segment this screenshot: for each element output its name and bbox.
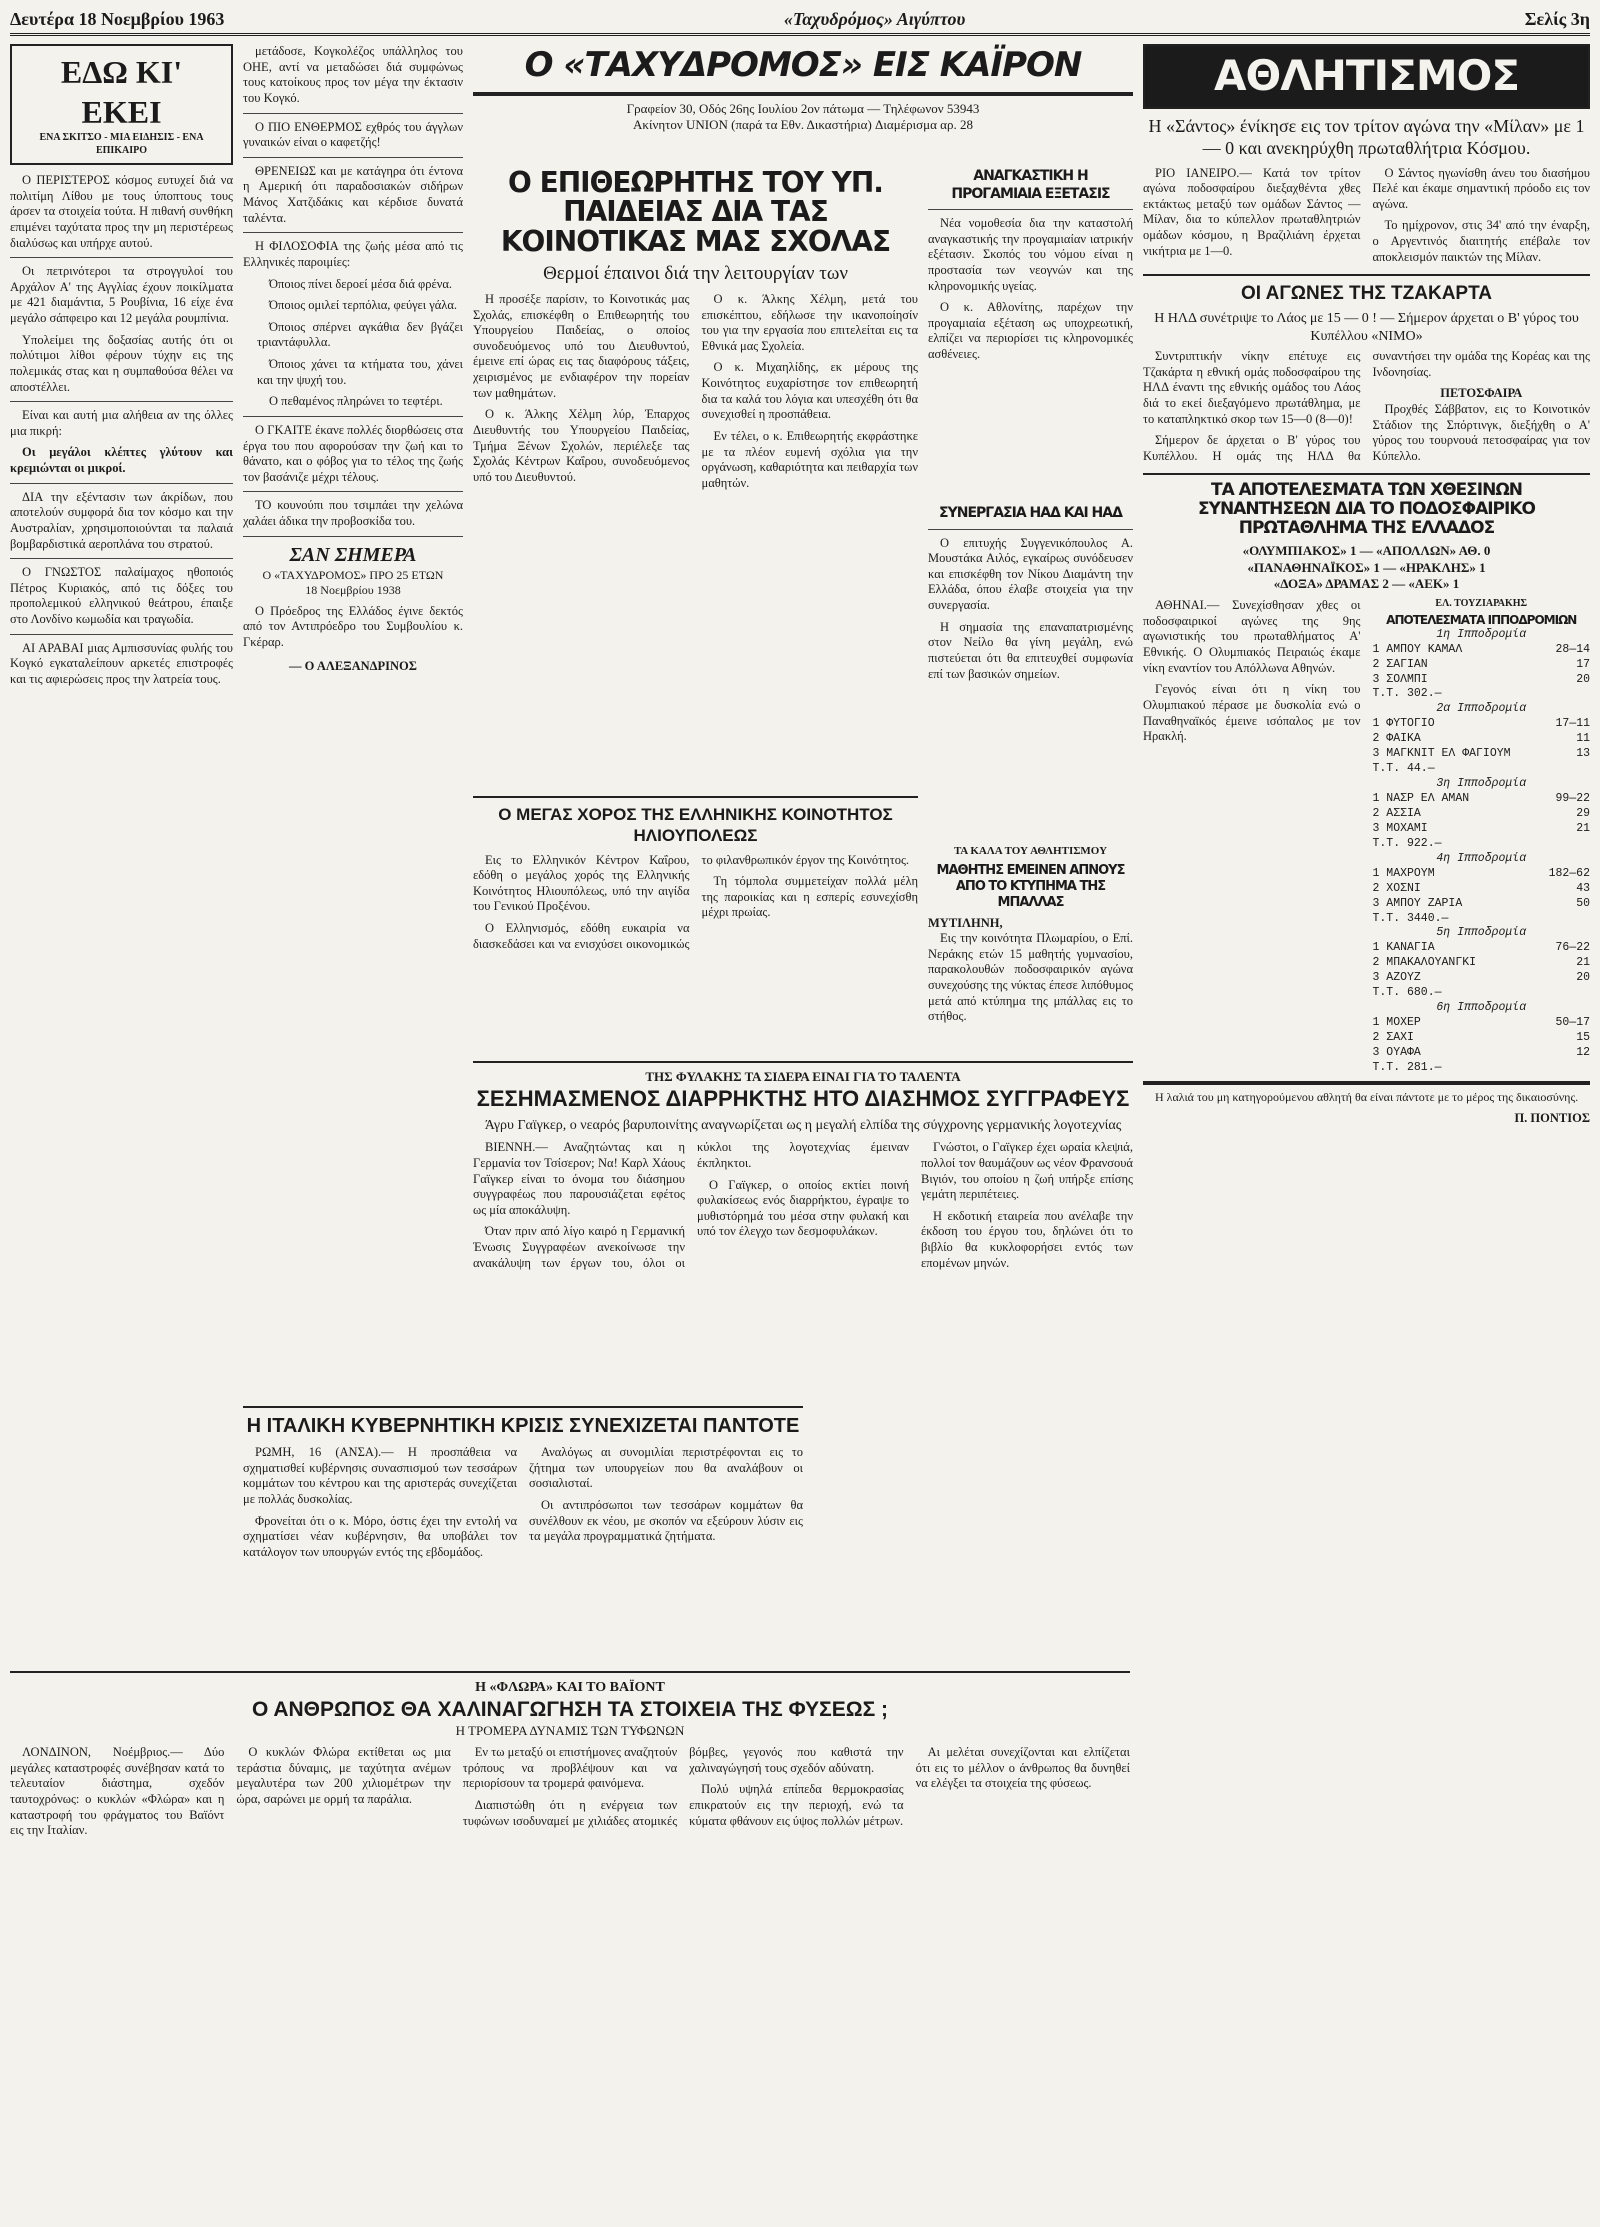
sports-section [1143, 44, 1590, 2219]
article-paragraph: Η ΦΙΛΟΣΟΦΙΑ της ζωής μέσα από τις Ελληνικές παροιμίες: [243, 239, 463, 269]
headline: Ο ΕΠΙΘΕΩΡΗΤΗΣ ΤΟΥ ΥΠ. ΠΑΙΔΕΙΑΣ ΔΙΑ ΤΑΣ ΚΟΙΝΟΤΙΚΑΣ ΜΑΣ ΣΧΟΛΑΣ [500, 168, 891, 258]
page-header [10, 6, 1590, 36]
horse-name: 1 ΚΑΝΑΓΙΑ [1372, 941, 1435, 955]
payout: 50 [1576, 896, 1590, 910]
races-table [1373, 628, 1591, 1076]
article-paragraph: Ο ΠΕΡΙΣΤΕΡΟΣ κόσμος ευτυχεί διά να πολιτίμη Λίθου με τους ύποπτους τους άρσεν τα στοιχεία τούτα. Η πιθανή συνθήκη επιμένει ταχύτατα προς την μη περιστέρεως διαλύσως και υπήρχε αυτού. [10, 173, 233, 250]
article-paragraph: Αναλόγως αι συνομιλίαι περιστρέφονται εις το ζήτημα των υπουργείων που θα αναλάβουν οι σοσιαλισταί. [529, 1445, 803, 1491]
race-row [1373, 792, 1591, 807]
heliopolis-article [473, 790, 918, 1045]
race-row [1373, 717, 1591, 732]
cairo-title: Ο «ΤΑΧΥΔΡΟΜΟΣ» ΕΙΣ ΚΑΪΡΟΝ [524, 45, 1082, 85]
race-row [1373, 643, 1591, 658]
horse-name: Τ.Τ. 922.— [1372, 836, 1442, 850]
horse-name: 2 ΦΑΙΚΑ [1372, 732, 1421, 746]
horse-name: 3 ΣΟΛΜΠΙ [1372, 672, 1428, 686]
horse-name: Τ.Τ. 3440.— [1372, 911, 1449, 925]
article-paragraph: Εις την κοινότητα Πλωμαρίου, ο Επί. Νεράκης ετών 15 μαθητής γυμνασίου, παρακολουθών ποδοσφαιρικόν αγώνα συνεχούσης της νύκτας έπεσε λιπόθυμος μετά από κτύπημα της μπάλλας εις το στήθος. [928, 931, 1133, 1024]
footer-note: Η λαλιά του μη κατηγορούμενου αθλητή θα είναι πάντοτε με το μέρος της δικαιοσύνης. [1155, 1089, 1579, 1104]
student-article [928, 845, 1133, 1035]
race-row [1373, 762, 1591, 777]
race-heading: 5η Ιπποδρομία [1436, 926, 1527, 940]
article-paragraph: ΤΟ κουνούπι που τσιμπάει την χελώνα χαλάει άδικα την προβοσκίδα του. [243, 498, 463, 528]
race-row [1373, 941, 1591, 956]
article-paragraph: Ο κ. Αθλονίτης, παρέχων την προγαμιαία εξέταση ως υποχρεωτική, ελπίζει να περιορίσει τις κληρονομικές ασθένειες. [928, 300, 1133, 361]
article-paragraph: Ο επιτυχής Συγγενικόπουλος Α. Μουστάκα Αιλός, εγκαίρως συνόδευσεν και επισκέφθη τον Νίκου Διαμάντη την Ελλάδα, όπου έλαβε στοιχεία για την συνεργασία. [928, 535, 1133, 612]
article-paragraph: Τη τόμπολα συμμετείχαν πολλά μέλη της παροικίας και η εσπερίς εσυνεχίσθη μέχρι πρωίας. [701, 874, 918, 920]
race-row [1373, 807, 1591, 822]
article-paragraph: Ο ΓΚΑΙΤΕ έκανε πολλές διορθώσεις στα έργα του που αφορούσαν την ζωή και το θάνατο, και ο φόβος για το τέλος της ζωής τον βασάνιζε μέχρι τέλους. [243, 422, 463, 484]
horse-name: 2 ΑΣΣΙΑ [1372, 806, 1421, 820]
issue-date: Δευτέρα 18 Νοεμβρίου 1963 [10, 9, 225, 29]
saying: Όποιος χάνει τα κτήματα του, χάνει και την ψυχή του. [257, 357, 463, 387]
horse-name: 3 ΜΟΧΑΜΙ [1372, 821, 1428, 835]
horse-name: 2 ΧΟΣΝΙ [1372, 881, 1421, 895]
article-paragraph: Φρονείται ότι ο κ. Μόρο, όστις έχει την εντολή να σχηματίσει νέαν κυβέρνησιν, θα υποβάλει τον κατάλογον των υπουργών εντός της εβδομάδος. [243, 1513, 517, 1559]
payout: 21 [1576, 821, 1590, 835]
cairo-address: Γραφείον 30, Οδός 26ης Ιουλίου 2ον πάτωμα — Τηλέφωνον 53943 [626, 100, 980, 116]
article-paragraph: ΡΩΜΗ, 16 (ΑΝΣΑ).— Η προσπάθεια να σχηματισθεί κυβέρνησις συνασπισμού των τεσσάρων κομμάτων του κέντρου και της αριστεράς συνεχίζεται με πολλάς δυσκολίας. [243, 1445, 517, 1506]
horse-name: 3 ΑΜΠΟΥ ΖΑΡΙΑ [1372, 896, 1463, 910]
horse-name: 1 ΑΜΠΟΥ ΚΑΜΑΛ [1372, 642, 1463, 656]
race-row [1373, 673, 1591, 688]
kicker: ΤΑ ΚΑΛΑ ΤΟΥ ΑΘΛΗΤΙΣΜΟΥ [953, 845, 1108, 857]
article-paragraph: Είναι και αυτή μια αλήθεια αν της όλλες μια πικρή: [10, 408, 233, 438]
payout: 20 [1576, 971, 1590, 985]
article-paragraph: Γεγονός είναι ότι η νίκη του Ολυμπιακού πέρασε με δυσκολία ενώ ο Παναθηναϊκός έμεινε ισόπαλος με τον Ηρακλή. [1143, 682, 1361, 744]
article-paragraph: Συντριπτικήν νίκην επέτυχε εις Τζακάρτα η εθνική ομάς ποδοσφαίρου της ΗΛΔ έναντι της εθνικής ομάδος του Λάος διά το εκεί διεξαγόμενο πρωτάθλημα, με το καταπληκτικό σκορ των 15—0 (8—0)! [1143, 349, 1361, 426]
article-paragraph: Ο Πρόεδρος της Ελλάδος έγινε δεκτός από τον Αντιπρόεδρο του Συμβουλίου κ. Γκέραρ. [243, 603, 463, 649]
horse-name: Τ.Τ. 44.— [1372, 762, 1435, 776]
horse-name: 3 ΜΑΓΚΝΙΤ ΕΛ ΦΑΓΙΟΥΜ [1372, 747, 1511, 761]
page-number: Σελίς 3η [1524, 9, 1590, 29]
signature: — Ο ΑΛΕΞΑΝΔΡΙΝΟΣ [289, 658, 417, 673]
article-paragraph: ΛΟΝΔΙΝΟΝ, Νοέμβριος.— Δύο μεγάλες καταστροφές συνέβησαν κατά το τελευταίον διάστημα, σχεδόν ταυτοχρόνως: ο κυκλών «Φλώρα» και η καταστροφή του φράγματος του Βαϊόντ εις την Ιταλίαν. [10, 1745, 225, 1838]
headline: Ο ΑΝΘΡΩΠΟΣ ΘΑ ΧΑΛΙΝΑΓΩΓΗΣΗ ΤΑ ΣΤΟΙΧΕΙΑ ΤΗΣ ΦΥΣΕΩΣ ; [251, 1697, 889, 1721]
score-line: «ΔΟΞΑ» ΔΡΑΜΑΣ 2 — «ΑΕΚ» 1 [1273, 575, 1460, 591]
today-date: 18 Νοεμβρίου 1938 [305, 582, 401, 597]
footer-signature: Π. ΠΟΝΤΙΟΣ [1514, 1110, 1590, 1125]
hippodrome-results [1373, 598, 1591, 1076]
headline: Η ΙΤΑΛΙΚΗ ΚΥΒΕΡΝΗΤΙΚΗ ΚΡΙΣΙΣ ΣΥΝΕΧΙΖΕΤΑΙ ΠΑΝΤΟΤΕ [246, 1415, 800, 1437]
saying: Όποιος ομιλεί τερπόλια, φεύγει γάλα. [269, 298, 458, 313]
sports-banner [1143, 44, 1590, 109]
horse-name: 1 ΜΑΧΡΟΥΜ [1372, 866, 1435, 880]
race-row [1373, 882, 1591, 897]
volley-title: ΠΕΤΟΣΦΑΙΡΑ [1440, 386, 1523, 401]
inspector-article [473, 168, 918, 778]
article-paragraph: Ο κ. Άλκης Χέλμη, μετά του επισκέπτου, εδήλωσε την ικανοποίησίν του για την εργασία που επιτελείται εις τα Εθνικά μας Σχολεία. [701, 291, 918, 353]
race-row [1373, 956, 1591, 971]
race-row [1373, 687, 1591, 702]
article-paragraph: Ο κ. Μιχαηλίδης, εκ μέρους της Κοινότητος ευχαρίστησε τον επιθεωρητή δια τα καλά του λόγια και υπεσχέθη ότι θα συνεχισθεί η προσπάθεια. [701, 360, 918, 422]
section-subtitle: ΕΝΑ ΣΚΙΤΣΟ - ΜΙΑ ΕΙΔΗΣΙΣ - ΕΝΑ ΕΠΙΚΑΙΡΟ [39, 132, 204, 156]
paper-name: «Ταχυδρόμος» Αιγύπτου [783, 9, 966, 29]
article-paragraph: Ο ΓΝΩΣΤΟΣ παλαίμαχος ηθοποιός Πέτρος Κυριακός, από τις δόξες του προπολεμικού ελληνικού θεάτρου, έπαιξε στο Λονδίνο κωμωδία και τραγωδία. [10, 565, 233, 626]
race-row [1373, 658, 1591, 673]
article-paragraph: Νέα νομοθεσία δια την καταστολή αναγκαστικής την προγαμιαίαν ιατρικήν εξέτασιν. Σκοπός του νόμου είναι η προστασία των νεογνών και της κληρονομικής υγείας. [928, 216, 1133, 293]
article-paragraph: ΒΙΕΝΝΗ.— Αναζητώντας και η Γερμανία τον Τσίσερον; Να! Καρλ Χάους Γαϊγκερ είναι το όνομα του διάσημου συγγραφέως που παρουσιάζεται εφέτος ως μία αποκάλυψη. [473, 1140, 685, 1217]
payout: 20 [1576, 672, 1590, 686]
article-paragraph: ΔΙΑ την εξέντασιν των άκρίδων, που αποτελούν συμφορά δια τον κόσμο και την Αυστραλίαν, χρησιμοποιούνται τα παλαιά βομβαρδιστικά αεροπλάνα του στρατού. [10, 489, 233, 551]
race-heading: 2α Ιπποδρομία [1436, 702, 1527, 716]
race-heading: 6η Ιπποδρομία [1436, 1001, 1527, 1015]
article-paragraph: Υπολείμει της δοξασίας αυτής ότι οι πολύτιμοι λίθοι φέρουν τύχην εις της πολεμικάς στας και η συμπαθούσα θέλει να αποστέλλει. [10, 332, 233, 394]
race-row [1373, 1031, 1591, 1046]
article-paragraph: Αι μελέται συνεχίζονται και ελπίζεται ότι εις το μέλλον ο άνθρωπος θα δυνηθεί να ελέγξει τα στοιχεία της φύσεως. [915, 1745, 1130, 1791]
italy-article [243, 1400, 803, 1655]
horse-name: 1 ΝΑΣΡ ΕΛ ΑΜΑΝ [1372, 792, 1470, 805]
payout: 29 [1576, 806, 1590, 820]
article-paragraph: Γνώστοι, ο Γαϊγκερ έχει ωραία κλεψιά, πολλοί τον θαυμάζουν ως νέον Φρανσουά Βιγιόν, του οποίου η ζωή υπήρξε επίσης γεμάτη περιπέτειες. [921, 1140, 1133, 1202]
race-row [1373, 1046, 1591, 1061]
race-row [1373, 732, 1591, 747]
saying: Όποιος πίνει δεροεί μέσα διά φρένα. [269, 276, 453, 291]
payout: 17 [1576, 657, 1590, 671]
article-paragraph: ΘΡΕΝΕΙΩΣ και με κατάγηρα ότι έντονα η Αμερική ότι παραδοσιακών σιδήρων Μάνος Χατζιδάκις και κέρδισε δυνατά ταλέντα. [243, 163, 463, 225]
subheadline: Θερμοί έπαινοι διά την λειτουργίαν των [543, 263, 848, 285]
results-headline: ΤΑ ΑΠΟΤΕΛΕΣΜΑΤΑ ΤΩΝ ΧΘΕΣΙΝΩΝ ΣΥΝΑΝΤΗΣΕΩΝ ΔΙΑ ΤΟ ΠΟΔΟΣΦΑΙΡΙΚΟ ΠΡΩΤΑΘΛΗΜΑ ΤΗΣ ΕΛΛΑΔΟΣ [1198, 480, 1535, 538]
race-heading: 4η Ιπποδρομία [1436, 851, 1527, 865]
writer-article [473, 1055, 1133, 1400]
article-paragraph: μετάδοσε, Κογκολέζος υπάλληλος του ΟΗΕ, αντί να μεταδώσει διά συμφώνως τους κατοίκους προς τον μέγα την έκτασιν του Κογκό. [243, 44, 463, 105]
today-title: ΣΑΝ ΣΗΜΕΡΑ [289, 543, 417, 566]
headline: ΣΥΝΕΡΓΑΣΙΑ ΗΑΔ ΚΑΙ ΗΑΔ [939, 505, 1122, 521]
sayings-list [243, 277, 463, 410]
score-line: «ΟΛΥΜΠΙΑΚΟΣ» 1 — «ΑΠΟΛΛΩΝ» ΑΘ. 0 [1242, 543, 1491, 559]
race-heading: 1η Ιπποδρομία [1436, 627, 1527, 641]
payout: 21 [1576, 956, 1590, 970]
article-paragraph: Όταν πριν από λίγο καιρό η Γερμανική Ένωσις Συγγραφέων ανεκοίνωσε την ανακάλυψη των έργων του, όλοι οι κύκλοι της λογοτεχνίας έμειναν έκπληκτοι. [473, 1140, 909, 1270]
payout: 99—22 [1555, 792, 1590, 805]
payout: 43 [1576, 881, 1590, 895]
article-paragraph: Οι αντιπρόσωποι των τεσσάρων κομμάτων θα συνέλθουν εκ νέου, με σκοπόν να εξεύρουν λύσιν εις τα μεγάλα προγραμματικά ζητήματα. [529, 1497, 803, 1544]
horse-name: Τ.Τ. 281.— [1372, 1060, 1442, 1074]
race-row [1373, 986, 1591, 1001]
payout: 17—11 [1555, 717, 1590, 731]
horse-name: 2 ΣΑΓΙΑΝ [1372, 657, 1428, 671]
article-paragraph: Εις το Ελληνικόν Κέντρον Καΐρου, εδόθη ο μεγάλος χορός της Ελληνικής Κοινότητος Ηλιουπόλεως, υπό την αιγίδα του Γενικού Προξένου. [473, 852, 690, 914]
saying: Ο πεθαμένος πληρώνει το τεφτέρι. [269, 394, 443, 409]
horse-name: 3 ΟΥΑΦΑ [1372, 1045, 1421, 1059]
race-row [1373, 1061, 1591, 1076]
column-here-and-there [10, 44, 233, 1389]
race-row [1373, 971, 1591, 986]
sports-title: ΑΘΛΗΤΙΣΜΟΣ [1213, 51, 1520, 100]
article-paragraph: Ο κυκλών Φλώρα εκτίθεται ως μια τεράστια δύναμις, με ταχύτητα ανέμων μεγαλυτέρα των 200 χιλιομέτρων την ώρα, σαρώνει με ορμή τα παράλια. [236, 1745, 451, 1806]
horse-name: Τ.Τ. 680.— [1372, 986, 1442, 1000]
article-paragraph: ΑΙ ΑΡΑΒΑΙ μιας Αμπισσυνίας φυλής του Κογκό εγκαταλείπουν αρκετές επιστροφές και τις αφιερώσεις προς την λατρεία τους. [10, 640, 233, 686]
cairo-address-2: Ακίνητον UNION (παρά τα Εθν. Δικαστήρια) Διαμέρισμα αρ. 28 [633, 116, 973, 132]
cairo-banner [473, 44, 1133, 159]
horse-name: 2 ΣΑΧΙ [1372, 1031, 1414, 1044]
horse-name: Τ.Τ. 302.— [1372, 687, 1442, 701]
tzakarta-lead: Η ΗΛΔ συνέτριψε το Λάος με 15 — 0 ! — Σήμερον άρχεται ο Β' γύρος του Κυπέλλου «ΝΙΜΟ» [1154, 311, 1579, 344]
headline: ΜΑΘΗΤΗΣ ΕΜΕΙΝΕΝ ΑΠΝΟΥΣ ΑΠΟ ΤΟ ΚΤΥΠΗΜΑ ΤΗΣ ΜΠΑΛΛΑΣ [936, 862, 1125, 911]
race-row [1373, 822, 1591, 837]
kicker: Η «ΦΛΩΡΑ» ΚΑΙ ΤΟ ΒΑΪΟΝΤ [475, 1680, 665, 1695]
here-there-header [10, 44, 233, 165]
article-paragraph: ΡΙΟ ΙΑΝΕΙΡΟ.— Κατά τον τρίτον αγώνα ποδοσφαίρου διεξαχθέντα χθες εκτάκτως μεταξύ των ομάδων Σάντος — Μίλαν, δια το κύπελλον πρωταθλητριών ομάδων κόσμου, η Βραζιλιάνη έρχεται νικήτρια με 1—0. [1143, 165, 1361, 258]
tzakarta-headline: ΟΙ ΑΓΩΝΕΣ ΤΗΣ ΤΖΑΚΑΡΤΑ [1240, 283, 1493, 305]
hippodrome-title: ΑΠΟΤΕΛΕΣΜΑΤΑ ΙΠΠΟΔΡΟΜΙΩΝ [1386, 612, 1577, 627]
cooperation-article [928, 505, 1133, 835]
article-paragraph: Εν τω μεταξύ οι επιστήμονες αναζητούν τρόπους να προβλέψουν και να περιορίσουν τα τρομερά φαινόμενα. [462, 1745, 678, 1791]
payout: 15 [1576, 1031, 1590, 1044]
race-row [1373, 837, 1591, 852]
payout: 50—17 [1555, 1016, 1590, 1030]
article-paragraph: Εν τέλει, ο κ. Επιθεωρητής εκφράστηκε με τα πλέον ευμενή σχόλια για την οργάνωση, καθαριότητα και πειθαρχία των μαθητών. [701, 428, 918, 490]
score-line: «ΠΑΝΑΘΗΝΑΪΚΟΣ» 1 — «ΗΡΑΚΛΗΣ» 1 [1247, 559, 1486, 575]
subheadline: Η ΤΡΟΜΕΡΑ ΔΥΝΑΜΙΣ ΤΩΝ ΤΥΦΩΝΩΝ [455, 1722, 685, 1738]
headline: Ο ΜΕΓΑΣ ΧΟΡΟΣ ΤΗΣ ΕΛΛΗΝΙΚΗΣ ΚΟΙΝΟΤΗΤΟΣ ΗΛΙΟΥΠΟΛΕΩΣ [498, 805, 893, 846]
payout: 11 [1576, 732, 1590, 746]
byline: ΕΛ. ΤΟΥΖΙΑΡΑΚΗΣ [1435, 598, 1528, 610]
dateline: ΜΥΤΙΛΗΝΗ, [928, 915, 1003, 930]
payout: 28—14 [1555, 642, 1590, 656]
race-row [1373, 867, 1591, 882]
horse-name: 1 ΦΥΤΟΓΙΟ [1372, 717, 1435, 731]
section-title: ΕΔΩ ΚΙ' ΕΚΕΙ [60, 54, 183, 130]
race-row [1373, 912, 1591, 927]
article-paragraph: Η προσέξε παρίσιν, το Κοινοτικάς μας Σχολάς, επισκέφθη ο Επιθεωρητής του Υπουργείου Παιδείας, ο οποίος συνοδευόμενος υπό του Διευθυντού, έμεινε επί ώρας εις τας διαφόρους τάξεις, χειρισμένος με ενδιαφέρον την πορείαν των μαθημάτων. [473, 291, 690, 400]
article-paragraph: Ο κ. Άλκης Χέλμη λύρ, Έπαρχος Διευθυντής του Υπουργείου Παιδείας, Τμήμα Ξένων Σχολών, περιέλεξε τας Σχολάς Κέντρων Καΐρου, συνοδευόμενος υπό του Διευθυντού. [473, 407, 690, 484]
floods-article [10, 1665, 1130, 2220]
article-paragraph: Προχθές Σάββατον, εις το Κοινοτικόν Στάδιον της Σπόρτινγκ, διεξήχθη ο Α' γύρος του τουρνουά πετοσφαίρας για τον Κύπελλο. [1372, 401, 1590, 463]
article-paragraph: Η σημασία της επαναπατρισμένης στον Νείλο θα γίνη μεγάλη, ενώ πιστεύεται ότι θα επιτευχθεί συμφωνία επί των βασικών σημείων. [928, 619, 1133, 681]
article-paragraph: Σήμερον δε άρχεται ο Β' γύρος του Κυπέλλου. Η ομάς της ΗΛΔ θα συναντήσει την ομάδα της Κορέας και της Ινδονησίας. [1143, 349, 1590, 463]
race-row [1373, 747, 1591, 762]
today-subtitle: Ο «ΤΑΧΥΔΡΟΜΟΣ» ΠΡΟ 25 ΕΤΩΝ [262, 567, 444, 582]
kicker: ΤΗΣ ΦΥΛΑΚΗΣ ΤΑ ΣΙΔΕΡΑ ΕΙΝΑΙ ΓΙΑ ΤΟ ΤΑΛΕΝΤΑ [645, 1069, 961, 1084]
article-paragraph: Ο ΠΙΟ ΕΝΘΕΡΜΟΣ εχθρός του άγγλων γυναικών είναι ο καφετζής! [243, 119, 463, 150]
horse-name: 2 ΜΠΑΚΑΛΟΥΑΝΓΚΙ [1372, 956, 1477, 970]
horse-name: 1 ΜΟΧΕΡ [1372, 1016, 1421, 1030]
article-paragraph: Ο Ελληνισμός, εδόθη ευκαιρία να διασκεδάσει και να ενισχύσει οικονομικώς το φιλανθρωπικόν έργον της Κοινότητος. [473, 852, 910, 951]
sports-lead: Η «Σάντος» ένίκησε εις τον τρίτον αγώνα την «Μίλαν» με 1 — 0 και ανεκηρύχθη πρωταθλήτρια Κόσμου. [1148, 115, 1585, 158]
race-row [1373, 897, 1591, 912]
article-paragraph: Ο Σάντος ηγωνίσθη άνευ του διασήμου Πελέ και έκαμε σημαντική πρόοδο εις τον αγώνα. [1372, 165, 1590, 211]
premarital-article [928, 168, 1133, 498]
article-paragraph: Η εκδοτική εταιρεία που ανέλαβε την έκδοση του έργου του, δηλώνει ότι το βιβλίο θα κυκλοφορήσει εντός των επομένων μηνών. [921, 1208, 1133, 1270]
saying: Όποιος σπέρνει αγκάθια δεν βγάζει τριαντάφυλλα. [257, 319, 463, 350]
horse-name: 3 ΑΖΟΥΖ [1372, 971, 1421, 985]
article-paragraph: Ο Γαϊγκερ, ο οποίος εκτίει ποινή φυλακίσεως ενός διαρρήκτου, έγραψε το μυθιστόρημά του μέσα στην φυλακή και υπό τον έλεγχο των δεσμοφυλάκων. [697, 1177, 909, 1239]
race-row [1373, 1016, 1591, 1031]
headline: ΣΕΣΗΜΑΣΜΕΝΟΣ ΔΙΑΡΡΗΚΤΗΣ ΗΤΟ ΔΙΑΣΗΜΟΣ ΣΥΓΓΡΑΦΕΥΣ [476, 1086, 1130, 1112]
payout: 182—62 [1548, 866, 1590, 880]
article-paragraph: Οι πετρινότεροι τα στρογγυλοί του Αρχάλον Α' της Αγγλίας έχουν ποικίλματα με 421 διαμάντια, 5 Ρουβίνια, 16 είχε ένα μεγάλο σάπφειρο και 12 μεγάλα ρουμπίνια. [10, 264, 233, 325]
payout: 12 [1576, 1045, 1590, 1059]
race-heading: 3η Ιπποδρομία [1436, 777, 1527, 791]
payout: 13 [1576, 747, 1590, 761]
article-paragraph: Το ημίχρονον, στις 34' από την έναρξη, ο Αργεντινός διαιτητής επέβαλε τον αποκλεισμόν παικτών της Μίλαν. [1372, 218, 1590, 264]
article-paragraph: ΑΘΗΝΑΙ.— Συνεχίσθησαν χθες οι ποδοσφαιρικοί αγώνες της 9ης αγωνιστικής του πρωταθλήματος Α' Εθνικής. Ο Ολυμπιακός Πειραιώς έκαμε νίκη εναντίον του Απόλλωνα Αθηνών. [1143, 598, 1361, 675]
headline: ΑΝΑΓΚΑΣΤΙΚΗ Η ΠΡΟΓΑΜΙΑΙΑ ΕΞΕΤΑΣΙΣ [951, 168, 1110, 202]
payout: 76—22 [1555, 941, 1590, 955]
article-paragraph: Οι μεγάλοι κλέπτες γλύτουν και κρεμιώνται οι μικροί. [10, 445, 233, 475]
subheadline: Άγρυ Γαϊγκερ, ο νεαρός βαρυποινίτης αναγνωρίζεται ως η μεγαλή ελπίδα της σύγχρονης γερμανικής λογοτεχνίας [484, 1117, 1122, 1133]
article-paragraph: Διαπιστώθη ότι η ενέργεια των τυφώνων ισοδυναμεί με χιλιάδες ατομικές βόμβες, γεγονός που καθιστά την χαλιναγώγησή τους σχεδόν αδύνατη. [462, 1745, 904, 1828]
article-paragraph: Πολύ υψηλά επίπεδα θερμοκρασίας επικρατούν εις την περιοχή, ενώ τα κύματα φθάνουν εις ύψος πολλών μέτρων. [689, 1782, 904, 1828]
column-here-and-there-2 [243, 44, 463, 1389]
